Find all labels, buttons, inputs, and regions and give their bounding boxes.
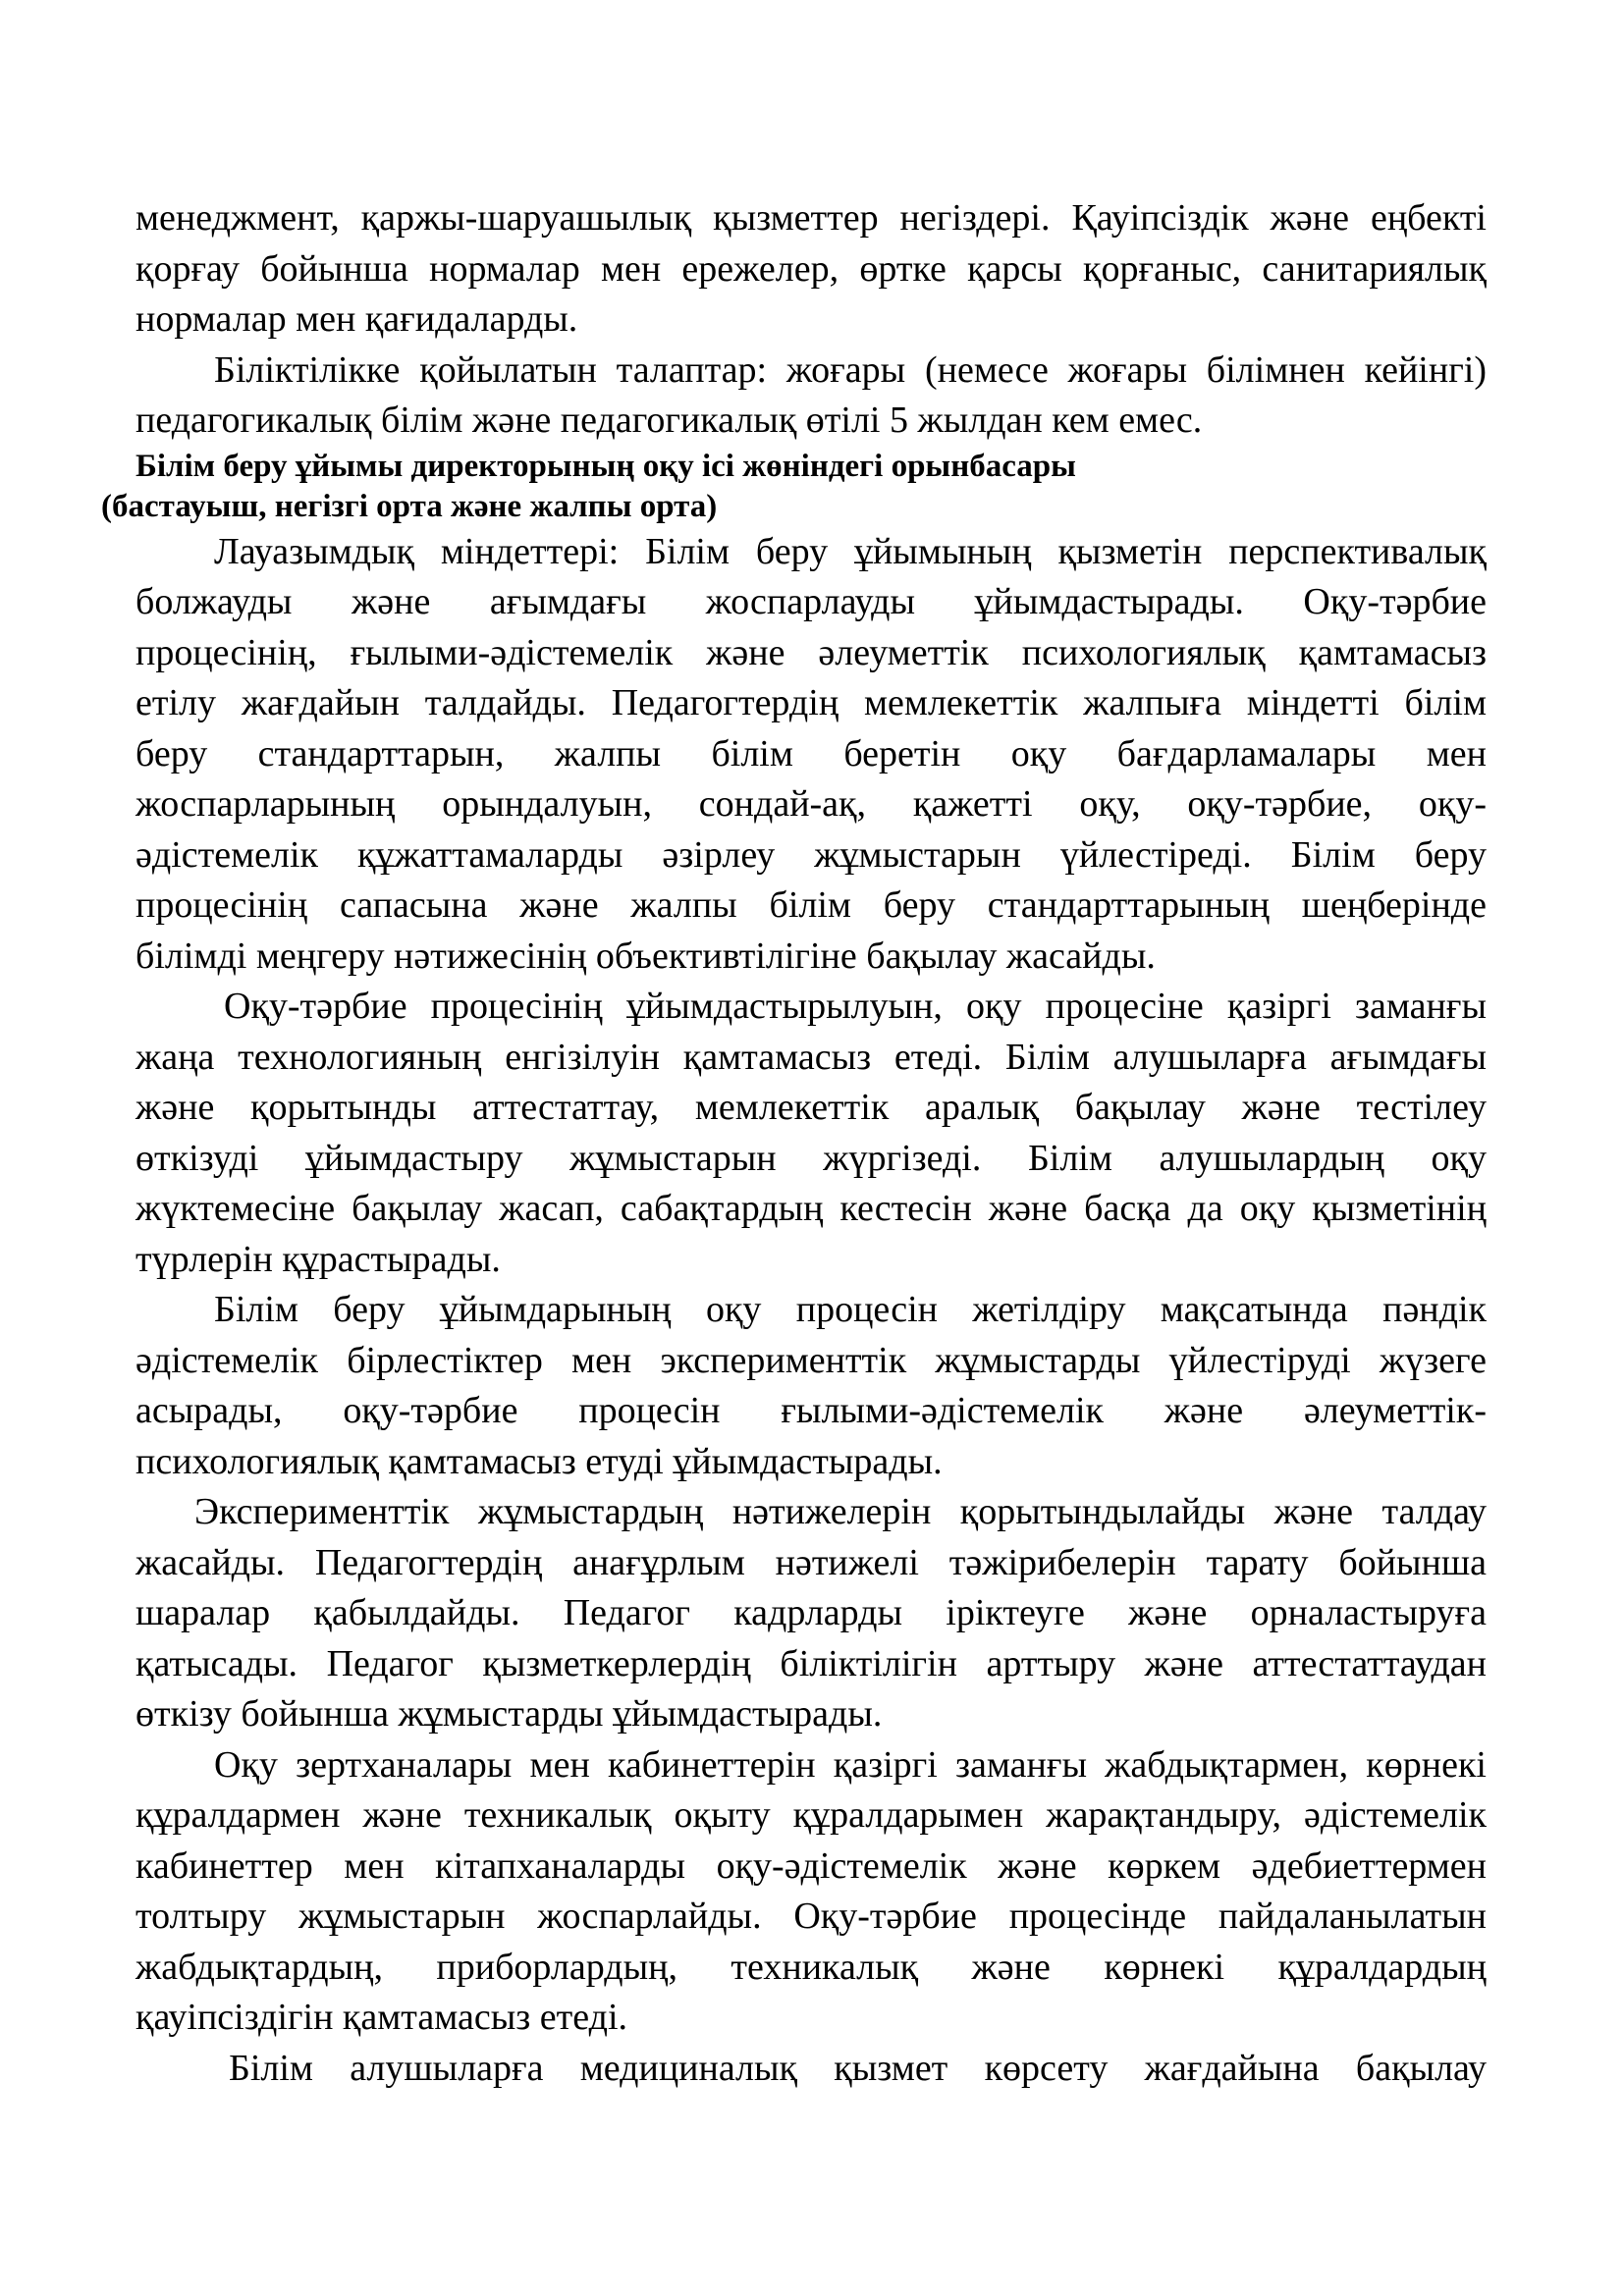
text-line: асырады, оқу-тәрбие процесін ғылыми-әдістемелік және әлеуметтік- [135, 1390, 1487, 1431]
text-line: әдістемелік бірлестіктер мен эксперименттік жұмыстарды үйлестіруді жүзеге [135, 1339, 1487, 1381]
text-line: әдістемелік құжаттамаларды әзірлеу жұмыстарын үйлестіреді. Білім беру [135, 833, 1487, 876]
text-line: процесінің, ғылыми-әдістемелік және әлеуметтік психологиялық қамтамасыз [135, 631, 1487, 673]
paragraph [135, 527, 1487, 983]
text-line: өткізуді ұйымдастыру жұмыстарын жүргізеді. Білім алушылардың оқу [135, 1137, 1487, 1179]
text-line: түрлерін құрастырады. [135, 1238, 501, 1280]
text-line: жабдықтардың, приборлардың, техникалық және көрнекі құралдардың [135, 1946, 1487, 1988]
text-line: болжауды және ағымдағы жоспарлауды ұйымдастырады. Оқу-тәрбие [135, 581, 1487, 622]
text-line: жаңа технологияның енгізілуін қамтамасыз етеді. Білім алушыларға ағымдағы [135, 1036, 1487, 1078]
text-line: Эксперименттік жұмыстардың нәтижелерін қорытындылайды және талдау [194, 1491, 1487, 1532]
text-line: және қорытынды аттестаттау, мемлекеттік аралық бақылау және тестілеу [135, 1087, 1487, 1128]
text-line: етілу жағдайын талдайды. Педагогтердің мемлекеттік жалпыға міндетті білім [135, 682, 1487, 723]
paragraph [135, 1740, 1487, 2044]
section-heading [101, 447, 1487, 527]
text-line: кабинеттер мен кітапханаларды оқу-әдістемелік және көркем әдебиеттермен [135, 1844, 1487, 1887]
text-line: жасайды. Педагогтердің анағұрлым нәтижелі тәжірибелерін тарату бойынша [135, 1541, 1487, 1583]
text-line: жүктемесіне бақылау жасап, сабақтардың кестесін және басқа да оқу қызметінің [135, 1188, 1487, 1229]
text-line: педагогикалық білім және педагогикалық өтілі 5 жылдан кем емес. [135, 400, 1203, 441]
paragraph [135, 346, 1487, 447]
text-line: құралдармен және техникалық оқыту құралдарымен жарақтандыру, әдістемелік [135, 1794, 1487, 1836]
text-line: қауіпсіздігін қамтамасыз етеді. [135, 1997, 628, 2038]
paragraph [135, 193, 1487, 346]
paragraph [135, 1487, 1487, 1740]
paragraph [135, 1285, 1487, 1487]
text-line: Біліктілікке қойылатын талаптар: жоғары (немесе жоғары білімнен кейінгі) [214, 348, 1487, 391]
paragraph [135, 982, 1487, 1285]
paragraph [135, 2044, 1487, 2095]
text-line: білімді меңгеру нәтижесінің объективтілігіне бақылау жасайды. [135, 934, 1156, 977]
section-heading-line: (бастауыш, негізгі орта және жалпы орта) [101, 488, 718, 524]
text-line: толтыру жұмыстарын жоспарлайды. Оқу-тәрбие процесінде пайдаланылатын [135, 1896, 1487, 1937]
text-line: қатысады. Педагог қызметкерлердің біліктілігін арттыру және аттестаттаудан [135, 1642, 1487, 1684]
text-line: менеджмент, қаржы-шаруашылық қызметтер негіздері. Қауіпсіздік және еңбекті [135, 197, 1487, 239]
text-line: қорғау бойынша нормалар мен ережелер, өртке қарсы қорғаныс, санитариялық [135, 247, 1487, 290]
section-heading-line: Білім беру ұйымы директорының оқу ісі жөніндегі орынбасары [135, 448, 1076, 484]
text-line: Оқу зертханалары мен кабинеттерін қазіргі заманғы жабдықтармен, көрнекі [214, 1743, 1487, 1786]
text-line: Білім алушыларға медициналық қызмет көрсету жағдайына бақылау [229, 2047, 1487, 2089]
text-line: шаралар қабылдайды. Педагог кадрларды іріктеуге және орналастыруға [135, 1592, 1487, 1633]
text-line: Лауазымдық міндеттері: Білім беру ұйымының қызметін перспективалық [214, 530, 1487, 572]
text-line: өткізу бойынша жұмыстарды ұйымдастырады. [135, 1693, 883, 1735]
text-line: Оқу-тәрбие процесінің ұйымдастырылуын, оқу процесіне қазіргі заманғы [224, 986, 1487, 1027]
document-text-content [101, 193, 1487, 2094]
text-line: беру стандарттарын, жалпы білім беретін оқу бағдарламалары мен [135, 732, 1487, 774]
text-line: Білім беру ұйымдарының оқу процесін жетілдіру мақсатында пәндік [214, 1289, 1487, 1330]
text-line: процесінің сапасына және жалпы білім беру стандарттарының шеңберінде [135, 884, 1487, 926]
text-line: психологиялық қамтамасыз етуді ұйымдастырады. [135, 1440, 943, 1482]
text-line: жоспарларының орындалуын, сондай-ақ, қажетті оқу, оқу-тәрбие, оқу- [135, 783, 1487, 825]
text-line: нормалар мен қағидаларды. [135, 298, 578, 340]
